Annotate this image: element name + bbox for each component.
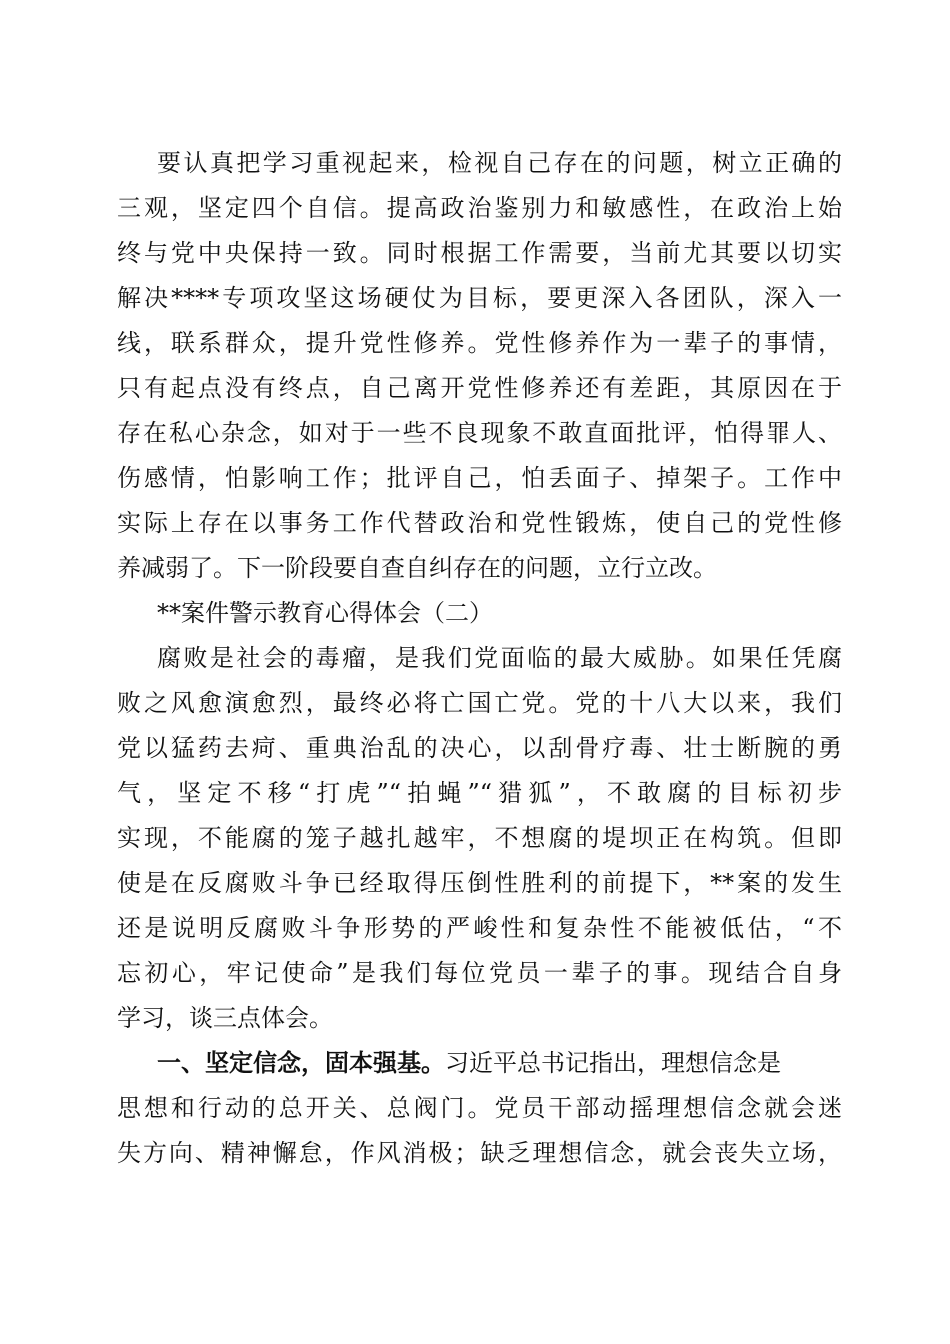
paragraph-line: 腐败是社会的毒瘤，是我们党面临的最大威胁。如果任凭腐 [157, 644, 842, 672]
paragraph-3 [117, 1041, 842, 1176]
paragraph-1 [117, 141, 842, 591]
paragraph-line: 养减弱了。下一阶段要自查自纠存在的问题，立行立改。 [117, 554, 717, 582]
paragraph-2 [117, 636, 842, 1041]
paragraph-line: 败之风愈演愈烈，最终必将亡国亡党。党的十八大以来，我们 [117, 689, 842, 717]
paragraph-line: 解决****专项攻坚这场硬仗为目标，要更深入各团队，深入一 [117, 284, 842, 312]
paragraph-line: 实现，不能腐的笼子越扎越牢，不想腐的堤坝正在构筑。但即 [117, 824, 842, 852]
paragraph-line: 存在私心杂念，如对于一些不良现象不敢直面批评，怕得罪人、 [117, 419, 842, 447]
document-body [117, 141, 842, 1176]
point-heading: 一、坚定信念，固本强基。 [157, 1049, 445, 1077]
paragraph-line: 终与党中央保持一致。同时根据工作需要，当前尤其要以切实 [117, 239, 842, 267]
paragraph-line: 使是在反腐败斗争已经取得压倒性胜利的前提下，**案的发生 [117, 869, 842, 897]
paragraph-line [117, 1041, 842, 1086]
paragraph-line: 忘初心，牢记使命”是我们每位党员一辈子的事。现结合自身 [117, 959, 842, 987]
paragraph-line: 线，联系群众，提升党性修养。党性修养作为一辈子的事情， [117, 329, 842, 357]
paragraph-line: 伤感情，怕影响工作；批评自己，怕丢面子、掉架子。工作中 [117, 464, 842, 492]
paragraph-line: 失方向、精神懈怠，作风消极；缺乏理想信念，就会丧失立场， [117, 1139, 842, 1167]
paragraph-line: 思想和行动的总开关、总阀门。党员干部动摇理想信念就会迷 [117, 1094, 842, 1122]
paragraph-line: 气，坚定不移“打虎”“拍蝇”“猎狐”，不敢腐的目标初步 [117, 779, 842, 807]
paragraph-line: 要认真把学习重视起来，检视自己存在的问题，树立正确的 [157, 149, 842, 177]
paragraph-line: 党以猛药去疴、重典治乱的决心，以刮骨疗毒、壮士断腕的勇 [117, 734, 842, 762]
section-title: **案件警示教育心得体会（二） [157, 599, 493, 627]
paragraph-line: 三观，坚定四个自信。提高政治鉴别力和敏感性，在政治上始 [117, 194, 842, 222]
paragraph-line: 还是说明反腐败斗争形势的严峻性和复杂性不能被低估，“不 [117, 914, 842, 942]
paragraph-line: 学习，谈三点体会。 [117, 1004, 333, 1032]
paragraph-line: 实际上存在以事务工作代替政治和党性锻炼，使自己的党性修 [117, 509, 842, 537]
point-heading-continuation: 习近平总书记指出，理想信念是 [445, 1049, 781, 1077]
paragraph-line: 只有起点没有终点，自己离开党性修养还有差距，其原因在于 [117, 374, 842, 402]
